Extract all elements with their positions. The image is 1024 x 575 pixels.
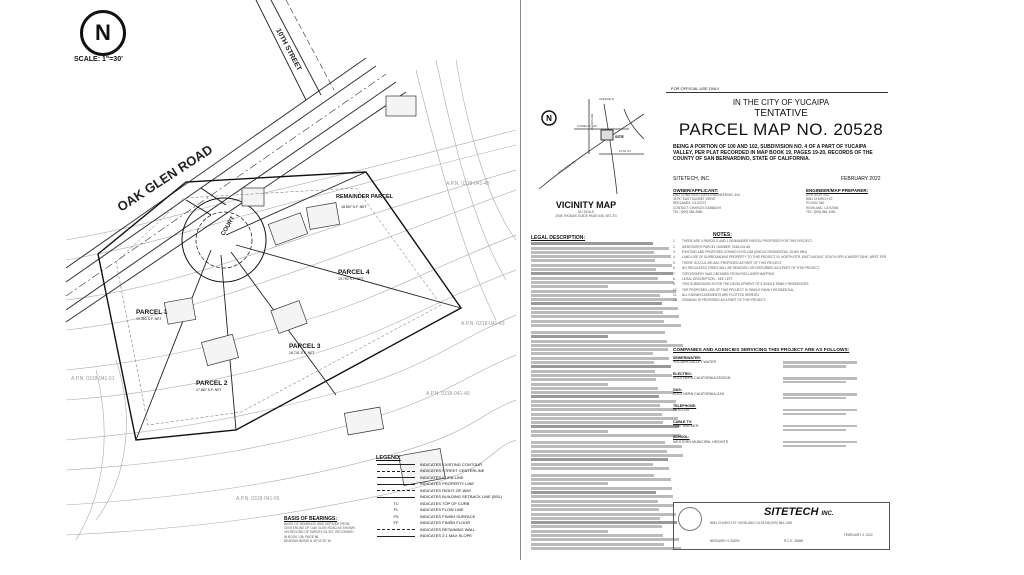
legal-text-line (531, 335, 608, 338)
parcel-2-area: 17,867 S.F. NET (196, 388, 222, 392)
companies-heading: COMPANIES AND AGENCIES SERVICING THIS PROJECT ARE AS FOLLOWS: (673, 348, 850, 353)
apn-label: A.P.N. 0318-041-55 (236, 496, 280, 502)
basis-line: IN BOOK 136, PAGE 86. (284, 534, 320, 539)
note-number: 5. (673, 260, 676, 265)
note-text: LEGAL DESCRIPTION - SEE LEFT. (682, 276, 734, 281)
service-contact-line (783, 441, 857, 444)
legal-text-line (531, 463, 653, 466)
note-text: EXISTING AND PROPOSED ZONING IS RS-10M (SINGLE RESIDENTIAL 10,000 MIN) (682, 249, 807, 254)
owner-block (673, 188, 773, 214)
service-contact-line (783, 381, 846, 384)
vicinity-street-label: 10TH ST (619, 149, 632, 153)
legend-symbol (376, 462, 416, 467)
legal-text-line (531, 534, 663, 537)
legal-text-line (531, 508, 659, 511)
owner-lines (673, 193, 773, 214)
note-item (673, 261, 888, 265)
service-name: VERIZON (673, 408, 689, 413)
vicinity-street-label: OAK GLEN RD (557, 159, 577, 175)
parcel-4-label: PARCEL 4 (338, 269, 370, 276)
tenth-street (256, 0, 334, 100)
vicinity-street-label: CAMELOT DR (577, 124, 597, 128)
legend-item (376, 494, 506, 501)
legal-text-line (531, 504, 674, 507)
legal-text-line (531, 264, 672, 267)
service-name: WESTERN MUNICIPAL HEIGHTS (673, 439, 729, 444)
companies-section (673, 348, 888, 448)
legend-text: INDICATES FLOW LINE (420, 507, 464, 513)
note-item (673, 277, 888, 281)
legal-text-line (531, 395, 659, 398)
legend-symbol: TC (393, 500, 399, 506)
legal-text-line (531, 311, 663, 314)
legal-text-line (531, 378, 656, 381)
legal-text-line (531, 268, 656, 271)
note-text: THERE ARE 4 PARCELS AND 1 REMAINDER PARCEL PROPOSED FOR THIS PROJECT. (682, 239, 813, 244)
legal-text-line (531, 513, 676, 516)
service-contact-line (783, 365, 846, 368)
legal-heading: LEGAL DESCRIPTION: (531, 235, 586, 241)
legal-text-line (531, 441, 665, 444)
remainder-parcel-area: 18,597 S.F. NET (341, 205, 367, 209)
scale-label: SCALE: 1"=30' (74, 56, 123, 63)
engineer-line: TEL: (909) 864-1050 (806, 209, 836, 214)
service-name: YUCAIPA VALLEY WATER (673, 360, 717, 365)
legend (376, 455, 506, 539)
footer-logo-suffix: INC. (821, 511, 834, 517)
notes-section (673, 232, 888, 304)
note-item (673, 266, 888, 270)
parcel-3-label: PARCEL 3 (289, 343, 321, 350)
note-number: 9. (673, 282, 676, 287)
apn-label: A.P.N. 0318-041-43 (461, 321, 505, 327)
legal-text-line (531, 242, 653, 245)
parcel-1-area: 10,353 S.F. NET (136, 317, 162, 321)
engineer-lines (806, 193, 886, 214)
svg-text:N: N (546, 114, 552, 123)
note-number: 6. (673, 266, 676, 271)
legal-text-line (531, 408, 677, 411)
legal-text-line (531, 307, 678, 310)
legend-text: INDICATES FINISH SURFACE (420, 513, 476, 519)
vicinity-caption (551, 200, 621, 218)
legal-text-line (531, 374, 672, 377)
footer-rce: R.C.E. 36866 (784, 539, 804, 543)
service-type: CABLE TV: (673, 419, 692, 424)
tentative-label: TENTATIVE (754, 108, 808, 119)
legend-text: INDICATES 2:1 MAX SLOPE (420, 533, 472, 539)
service-contact-line (783, 429, 846, 432)
legal-description (531, 235, 659, 551)
map-date: FEBRUARY 2022 (841, 176, 881, 182)
service-entry (673, 420, 888, 433)
service-contact-line (783, 409, 857, 412)
legal-text-line (531, 500, 658, 503)
service-contact-line (783, 445, 846, 448)
note-text: ALL KNOWN EASEMENTS ARE PLOTTED HEREON. (682, 293, 760, 298)
note-text: ASSESSOR'S PARCEL NUMBER: 0318-041-66 (682, 244, 751, 249)
service-entry (673, 372, 888, 385)
legal-text-line (531, 285, 608, 288)
legal-text-line (531, 331, 665, 334)
note-number: 2. (673, 244, 676, 249)
legal-text-line (531, 383, 608, 386)
engineer-line: SITETECH, INC. (806, 193, 830, 197)
legend-symbol: FS (393, 513, 399, 519)
legal-text-line (531, 365, 671, 368)
legal-text-line (531, 425, 679, 428)
legal-text-line (531, 320, 664, 323)
note-item (673, 282, 888, 286)
note-text: THE PROPOSED USE OF THIS PROJECT IS SINGLE FAMILY RESIDENTIAL. (682, 287, 795, 292)
legal-text-line (531, 491, 656, 494)
service-contact-line (783, 377, 857, 380)
legend-symbol (376, 494, 416, 499)
note-item (673, 272, 888, 276)
note-item (673, 298, 888, 302)
legal-text-line (531, 277, 658, 280)
basis-title: BASIS OF BEARINGS: (284, 516, 338, 522)
parcel-4-area: 19,750 S.F. NET (338, 277, 364, 281)
legal-text-line (531, 517, 660, 520)
legal-text-line (531, 421, 663, 424)
note-number: 10. (673, 287, 678, 292)
company-name: SITETECH, INC. (673, 176, 711, 182)
site-label: SITE (615, 134, 624, 139)
legend-title: LEGEND: (376, 455, 401, 461)
legal-text-line (531, 417, 678, 420)
map-title: PARCEL MAP NO. 20528 (678, 120, 884, 139)
notes-list (673, 239, 888, 303)
service-contact-line (783, 393, 857, 396)
legend-text: INDICATES BUILDING SETBACK LINE (BSL) (420, 494, 503, 500)
parcel-3-area: 16,741 S.F. NET (289, 351, 315, 355)
basis-line: BASIS OF BEARINGS WAS DERIVED FROM (284, 522, 350, 526)
footer-name: BERNARD H. BIZEK (710, 539, 740, 543)
legend-symbol (376, 488, 416, 493)
legal-text-line (531, 543, 664, 546)
legal-text-line (531, 530, 608, 533)
parcel-labels (136, 194, 394, 392)
street-label-10th: 10TH STREET (274, 27, 303, 73)
note-text: THIS SUBDIVISION IS FOR THE DEVELOPMENT OF 5 SINGLE FAMILY RESIDENCES. (682, 282, 810, 287)
engineer-block (806, 188, 886, 214)
service-contact-line (783, 425, 857, 428)
legal-text-line (531, 482, 608, 485)
legend-text: INDICATES CURB LINE (420, 474, 464, 480)
basis-text (284, 522, 374, 543)
legal-text-line (531, 467, 669, 470)
legal-text-line (531, 344, 683, 347)
vicinity-subtitle: NO SCALE (577, 210, 595, 214)
map-description: BEING A PORTION OF 100 AND 102, SUBDIVISION NO. 4 OF A PART OF YUCAIPA VALLEY, PER PLAT RECORDED IN MAP BOOK 19, PAGES 19-20, RECORDS OF THE COUNTY OF SAN BERNARDINO, STATE OF CALIFORNIA. (673, 144, 873, 163)
legend-symbol (376, 481, 416, 486)
legend-symbol: FF (393, 520, 399, 526)
note-number: 3. (673, 249, 676, 254)
services-list (673, 356, 888, 448)
note-item (673, 245, 888, 249)
legal-text-line (531, 400, 676, 403)
legend-symbol (376, 468, 416, 473)
note-text: TOPOGRAPHY WAS OBTAINED FROM RGS LASER MAPPING (682, 271, 775, 276)
legend-symbol (376, 527, 416, 532)
legend-text: INDICATES FINISH FLOOR (420, 520, 471, 526)
owner-line: REDLANDS, CA 92373 (673, 201, 707, 206)
apn-label: A.P.N. 0318-041-49 (426, 391, 470, 397)
engineer-line: 8081 CHURCH ST. (806, 197, 834, 202)
legal-text-line (531, 445, 682, 448)
service-entry (673, 404, 888, 417)
title-footer (673, 502, 890, 550)
property-boundary (98, 172, 461, 440)
legal-text-line (531, 352, 653, 355)
legal-text-line (531, 434, 681, 437)
service-entry (673, 388, 888, 401)
service-name: TIME WARNER (673, 423, 699, 428)
note-item (673, 255, 888, 259)
legal-text-line (531, 391, 674, 394)
legal-text-line (531, 474, 654, 477)
service-entry (673, 435, 888, 448)
legal-text-line (531, 255, 671, 258)
legend-text: INDICATES PROPERTY LINE (420, 481, 475, 487)
legal-text-line (531, 538, 679, 541)
footer-address: 8081 CHURCH ST. HIGHLAND CA 92346 (909) 864-1050 (710, 521, 793, 525)
title-block (671, 98, 891, 140)
court-label: COURT (220, 215, 237, 237)
footer-logo (764, 506, 833, 518)
service-contact-line (783, 413, 846, 416)
vicinity-street-label: BRYANT ST (590, 114, 594, 131)
divider (666, 92, 888, 93)
legal-text-line (531, 387, 658, 390)
apn-label: A.P.N. 0318-041-45 (446, 181, 490, 187)
title-sheet (520, 0, 893, 560)
footer-logo-text: SITETECH (764, 506, 819, 518)
legal-text-line (531, 302, 662, 305)
service-type: ELECTRIC: (673, 371, 693, 376)
engineer-line: HIGHLAND, CA 92346 (806, 205, 839, 210)
note-text: THERE IS A CUL-DE-SAC PROPOSED AS PART OF THIS PROJECT. (682, 260, 783, 265)
owner-line: 35797 EAST SUNSET DRIVE (673, 197, 716, 202)
service-type: GAS: (673, 387, 682, 392)
service-contact-line (783, 361, 857, 364)
basis-line: CENTERLINE OF OAK GLEN ROAD AS SHOWN (284, 526, 355, 531)
legal-text-line (531, 298, 677, 301)
legend-list (376, 461, 506, 539)
official-use-label: FOR OFFICIAL USE ONLY (671, 86, 720, 91)
legal-text-line (531, 348, 668, 351)
legal-text-line (531, 450, 667, 453)
note-number: 8. (673, 276, 676, 281)
north-symbol: N (95, 20, 111, 45)
site-plan-sheet (66, 0, 516, 560)
service-entry (673, 356, 888, 369)
legal-text-line (531, 247, 669, 250)
legal-text-line (531, 454, 683, 457)
legend-text: INDICATES RETAINING WALL (420, 526, 476, 532)
service-type: SEWER/WATER: (673, 356, 702, 360)
legal-text-line (531, 251, 654, 254)
legal-text-line (531, 521, 677, 524)
service-contact-line (783, 397, 846, 400)
legend-symbol (376, 475, 416, 480)
legal-text-line (531, 281, 674, 284)
legal-text-line (531, 315, 679, 318)
note-number: 11. (673, 293, 678, 298)
legal-text-line (531, 487, 672, 490)
parcel-2-label: PARCEL 2 (196, 380, 228, 387)
owner-line: CONTACT: CHARLES SABBAGH (673, 205, 721, 210)
vicinity-ref: 2008 THOMAS GUIDE PAGE 648, SEC E4 (555, 214, 617, 219)
legal-text-line (531, 478, 671, 481)
remainder-parcel-label: REMAINDER PARCEL (336, 194, 394, 200)
vicinity-map (529, 94, 649, 204)
legal-text-line (531, 404, 660, 407)
legal-text-line (531, 324, 681, 327)
note-text: NO REGULATED TREES WILL BE REMOVED OR DISTURBED AS A PART OF THIS PROJECT. (682, 266, 821, 271)
legend-text: INDICATES STREET CENTERLINE (420, 468, 485, 474)
legend-text: INDICATES RIGHT-OF-WAY (420, 487, 472, 493)
note-item (673, 239, 888, 243)
legend-text: INDICATES EXISTING CONTOUR (420, 461, 483, 467)
basis-of-bearings (284, 516, 374, 543)
engineer-heading: ENGINEER/MAP PREPARER: (806, 188, 869, 193)
note-item (673, 250, 888, 254)
oak-glen-road (66, 58, 406, 322)
vicinity-title: VICINITY MAP (555, 200, 617, 210)
legal-text-line (531, 259, 655, 262)
legend-symbol: FL (393, 507, 399, 513)
basis-line: BEARING BEING N 49°41'35" W (284, 538, 331, 543)
note-number: 12. (673, 298, 678, 303)
legal-text-line (531, 525, 662, 528)
legal-text-line (531, 290, 676, 293)
legal-text-line (531, 413, 662, 416)
service-name: SOUTHERN CALIFORNIA EDISON (673, 376, 731, 381)
legal-text-line (531, 547, 681, 550)
note-number: 1. (673, 239, 676, 244)
legal-text-line (531, 361, 654, 364)
service-name: SOUTHERN CALIFORNIA GAS (673, 392, 725, 397)
note-number: 7. (673, 271, 676, 276)
note-item (673, 293, 888, 297)
vicinity-street-label: AVENUE D (599, 97, 615, 101)
legend-item (376, 533, 506, 540)
note-item (673, 288, 888, 292)
owner-line: TEL: (909) 583-4586 (673, 209, 703, 214)
service-type: TELEPHONE: (673, 403, 697, 408)
apn-label: A.P.N. 0318-041-51 (71, 376, 115, 382)
legal-text-line (531, 357, 669, 360)
note-text: GRADING IS PROPOSED AS A PART OF THIS PROJECT. (682, 298, 767, 303)
engineer-seal (678, 507, 702, 531)
owner-heading: OWNER/APPLICANT: (673, 188, 719, 193)
engineer-line: PO BOX 562 (806, 201, 825, 206)
parcel-1-label: PARCEL 1 (136, 309, 168, 316)
service-type: SCHOOL: (673, 435, 690, 440)
basis-line: ON RECORD OF SURVEY 09-307, RECORDED (284, 530, 354, 535)
note-number: 4. (673, 255, 676, 260)
note-text: LAND USE OF SURROUNDING PROPERTY TO THIS PROJECT IS: NORTH-RTR, EAST-VACANT, SOUTH-SFR & WATER TANK, WEST-SFR (682, 255, 887, 260)
legal-text-line (531, 272, 673, 275)
notes-heading: NOTES: (713, 232, 732, 238)
legal-text-line (531, 294, 660, 297)
legal-text-line (531, 495, 673, 498)
legend-symbol (376, 533, 416, 538)
legal-text-line (531, 340, 667, 343)
legend-text: INDICATES TOP OF CURB (420, 500, 470, 506)
legal-text-block (531, 242, 659, 550)
legal-text-line (531, 458, 668, 461)
owner-line: DALI CONSTRUCTION & ENGINEERING, INC. (673, 193, 742, 197)
legal-text-line (531, 370, 655, 373)
street-label-oak-glen: OAK GLEN ROAD (114, 141, 216, 215)
city-line: IN THE CITY OF YUCAIPA (732, 98, 830, 107)
legal-text-line (531, 430, 608, 433)
footer-date: FEBRUARY 4, 2022 (844, 533, 873, 537)
